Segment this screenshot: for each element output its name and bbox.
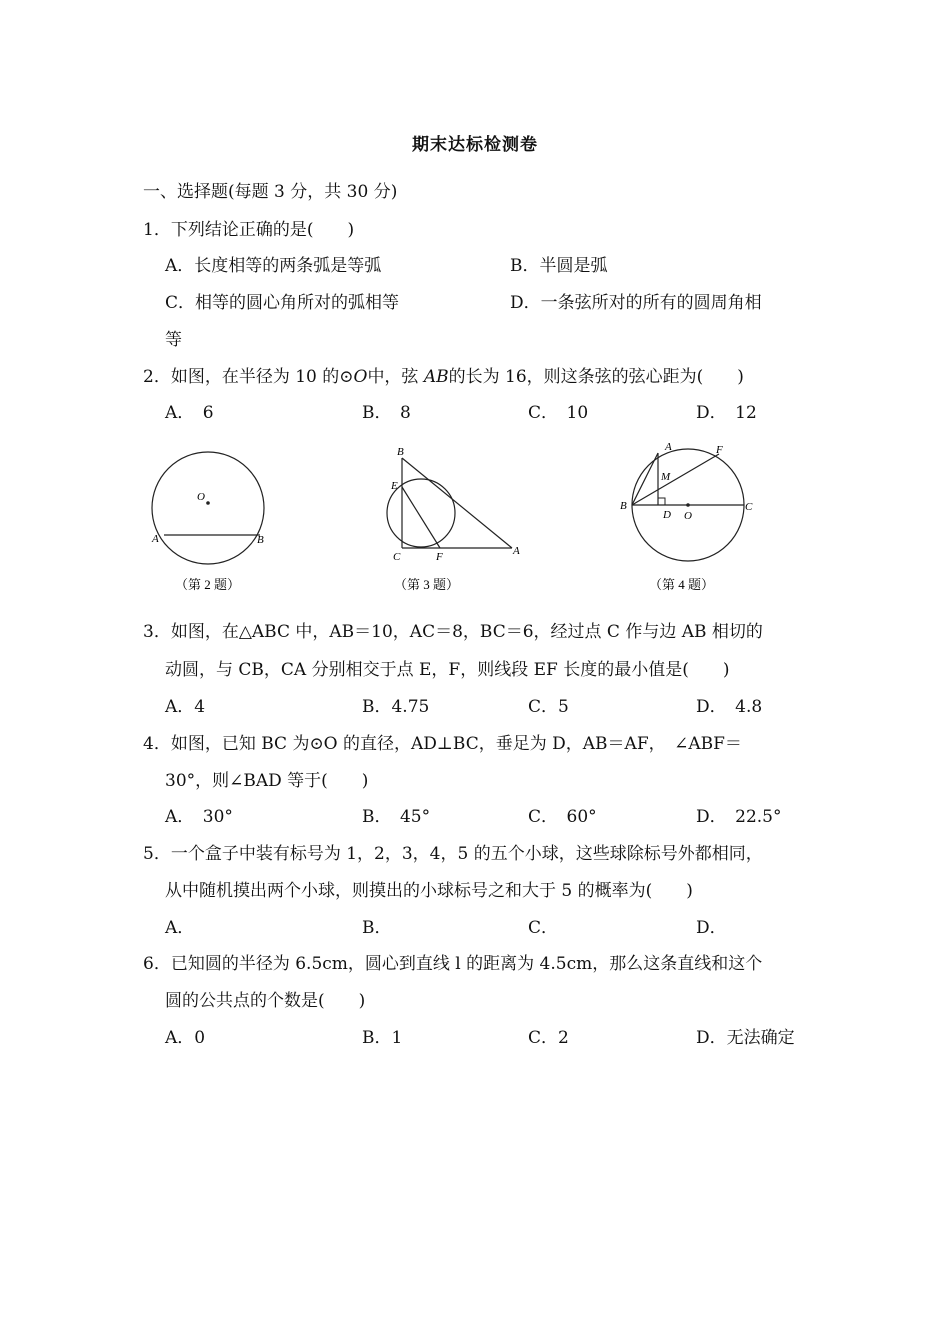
fig3-label-a: A [513, 545, 520, 557]
section-heading: 一、选择题(每题 3 分，共 30 分) [143, 182, 398, 202]
q6-stem-line2: 圆的公共点的个数是( ) [165, 991, 366, 1011]
fig3-segment-ef [402, 487, 440, 548]
q5-option-c: C． [528, 918, 559, 938]
fig3-side-ab [402, 458, 512, 548]
q3-stem-line2: 动圆，与 CB，CA 分别相交于点 E，F，则线段 EF 长度的最小值是( ) [165, 660, 730, 680]
fig4-label-b: B [620, 500, 627, 512]
q5-option-b: B． [362, 918, 392, 938]
q5-stem-line1: 5．一个盒子中装有标号为 1，2，3，4，5 的五个小球，这些球除标号外都相同， [143, 844, 763, 864]
fig4-label-a: A [665, 441, 672, 453]
fig2-label-a: A [152, 533, 159, 545]
q2-option-c: C． 10 [528, 403, 589, 423]
q2-option-d: D． 12 [696, 403, 757, 423]
q6-option-b: B．1 [362, 1028, 403, 1048]
fig4-label-m: M [661, 471, 671, 483]
q4-option-a: A． 30° [165, 807, 233, 827]
q1-option-d: D．一条弦所对的所有的圆周角相 [510, 293, 762, 313]
q1-option-b: B．半圆是弧 [510, 256, 608, 276]
fig4-label-o: O [684, 510, 692, 522]
q6-option-c: C．2 [528, 1028, 569, 1048]
fig4-label-d: D [663, 509, 671, 521]
fig4-caption: （第 4 题） [649, 577, 715, 592]
fig4-label-c: C [745, 501, 753, 513]
q4-stem-line1: 4．如图，已知 BC 为⊙O 的直径，AD⊥BC，垂足为 D，AB＝AF， ∠ABF＝ [143, 734, 742, 754]
q2-stem: 2．如图，在半径为 10 的⊙O中，弦 AB的长为 16，则这条弦的弦心距为( ) [143, 367, 744, 387]
fig2-center-dot [206, 501, 210, 505]
fig4-right-angle-mark [658, 498, 665, 505]
q5-option-a: A． [165, 918, 195, 938]
q4-option-d: D． 22.5° [696, 807, 782, 827]
q6-option-d: D．无法确定 [696, 1028, 795, 1048]
fig3-label-e: E [391, 480, 398, 492]
q1-option-d-continuation: 等 [165, 330, 182, 350]
q5-option-d: D． [696, 918, 727, 938]
q3-option-d: D． 4.8 [696, 697, 763, 717]
q4-option-c: C． 60° [528, 807, 597, 827]
figure-q4 [615, 440, 765, 600]
fig2-caption: （第 2 题） [175, 577, 241, 592]
q3-option-b: B．4.75 [362, 697, 430, 717]
q6-option-a: A．0 [165, 1028, 206, 1048]
fig2-circle [152, 452, 264, 564]
q5-stem-line2: 从中随机摸出两个小球，则摸出的小球标号之和大于 5 的概率为( ) [165, 881, 693, 901]
fig4-label-f: F [716, 444, 723, 456]
q6-stem-line1: 6．已知圆的半径为 6.5cm，圆心到直线 l 的距离为 4.5cm，那么这条直线和这个 [143, 954, 763, 974]
q1-stem: 1．下列结论正确的是( ) [143, 220, 355, 240]
fig2-label-b: B [257, 534, 264, 546]
q1-option-c: C．相等的圆心角所对的弧相等 [165, 293, 400, 313]
q3-stem-line1: 3．如图，在△ABC 中，AB＝10，AC＝8，BC＝6，经过点 C 作与边 AB 相切的 [143, 622, 763, 642]
fig3-caption: （第 3 题） [394, 577, 460, 592]
figure-q2 [140, 440, 290, 600]
q2-option-a: A． 6 [165, 403, 214, 423]
q4-stem-line2: 30°，则∠BAD 等于( ) [165, 771, 369, 791]
fig2-label-o: O [197, 491, 205, 503]
q4-option-b: B． 45° [362, 807, 431, 827]
fig3-label-f: F [436, 551, 443, 563]
q3-option-a: A．4 [165, 697, 206, 717]
fig4-center-dot [686, 503, 690, 507]
page-title: 期末达标检测卷 [412, 135, 538, 155]
fig3-label-b: B [397, 446, 404, 458]
fig3-label-c: C [393, 551, 401, 563]
q1-option-a: A．长度相等的两条弧是等弧 [165, 256, 382, 276]
q3-option-c: C．5 [528, 697, 569, 717]
q2-option-b: B． 8 [362, 403, 411, 423]
figure-q3 [380, 440, 540, 600]
